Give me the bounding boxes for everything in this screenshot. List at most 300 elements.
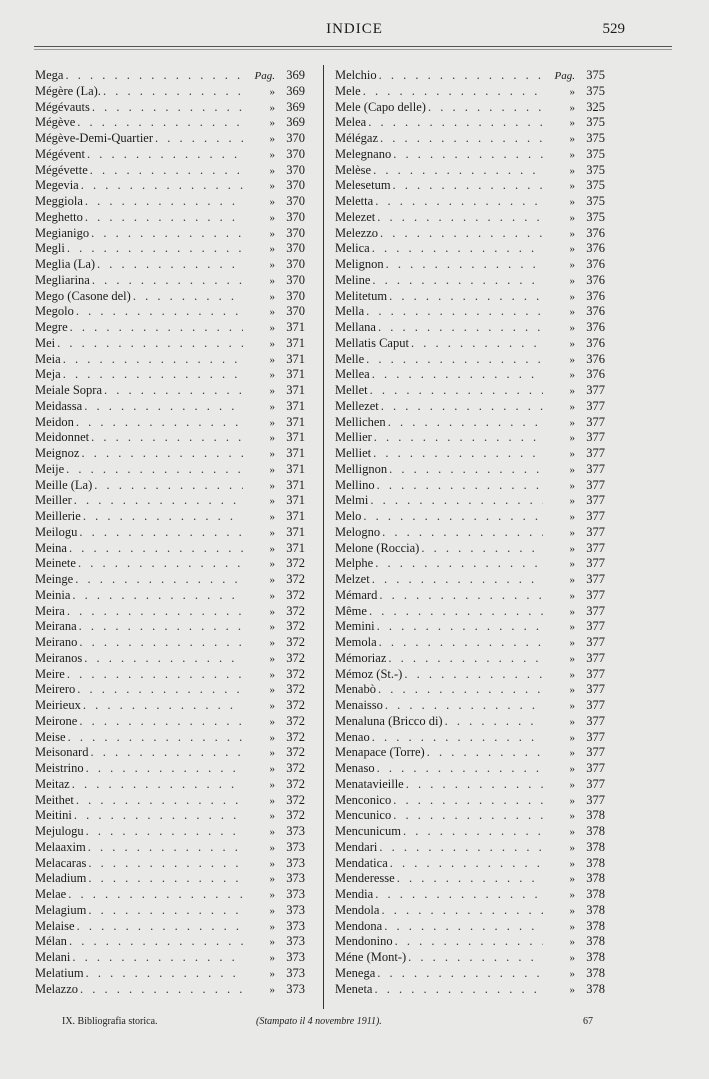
entry-name: Mella [335,304,365,319]
entry-name: Mejulogu [35,824,84,838]
entry-name: Mégève [35,115,76,130]
index-entry [35,667,305,683]
index-entry [335,178,605,194]
entry-page-number: 376 [586,288,605,303]
entry-name: Meiranos [35,650,83,665]
entry-page-number: 378 [586,839,605,854]
entry-name: Meitaz [35,776,70,791]
entry-page-number: 377 [586,713,605,728]
entry-page-number: 371 [286,493,305,508]
entry-name: Mego (Casone del) [35,288,131,303]
entry-page-number: 373 [286,934,305,949]
entry-name: Meiale Sopra [35,383,102,397]
entry-name: Melzet [335,572,370,586]
entry-page-number: 371 [286,351,305,366]
entry-page-number: 370 [286,288,305,303]
entry-page-number: 371 [286,398,305,413]
entry-name: Mégère (La). [35,83,101,98]
entry-page-number: 372 [286,666,305,681]
leader-dots [74,808,243,824]
index-entry [35,604,305,620]
index-entry [35,131,305,147]
leader-dots [445,714,543,730]
leader-dots [389,462,543,478]
entry-name: Mémoz (St.-) [335,666,403,681]
entry-page-prefix: » [569,574,575,586]
entry-page-number: 371 [286,509,305,523]
leader-dots [388,651,543,667]
entry-name: Meirero [35,682,76,697]
entry-page-number: 370 [286,257,305,271]
index-entry [35,273,305,289]
entry-page-prefix: » [269,668,275,681]
entry-page-prefix: » [569,589,575,602]
entry-name: Melezet [335,209,376,224]
index-entry [335,68,605,84]
entry-page-prefix: » [569,101,575,114]
entry-page-number: 377 [586,776,605,791]
leader-dots [63,367,243,383]
entry-name: Melogno [335,524,381,539]
index-entry [35,982,305,998]
entry-page-prefix: » [269,605,275,618]
leader-dots [88,840,243,856]
entry-page-prefix: » [269,558,275,571]
entry-name: Mellet [335,383,368,397]
entry-page-number: 373 [286,871,305,886]
index-entry [335,194,605,210]
leader-dots [421,541,543,557]
entry-name: Meithet [35,792,74,807]
entry-page-number: 373 [286,950,305,964]
leader-dots [79,525,243,541]
entry-page-prefix: » [269,479,275,492]
entry-page-prefix: » [269,904,275,917]
entry-name: Meinge [35,572,74,586]
entry-page-number: 378 [586,824,605,838]
entry-name: Menconico [335,792,392,807]
leader-dots [85,194,243,210]
entry-name: Menapace (Torre) [335,745,425,760]
index-entry [335,478,605,494]
entry-name: Meille (La) [35,477,93,492]
index-entry [35,635,305,651]
entry-page-prefix: » [269,810,275,823]
index-entry [35,304,305,320]
entry-name: Melmi [335,493,369,508]
index-entry [335,289,605,305]
entry-name: Melani [35,950,71,964]
index-entry [335,446,605,462]
entry-page-prefix: » [569,637,575,649]
entry-page-prefix: » [269,353,275,366]
entry-page-number: 370 [286,178,305,193]
entry-name: Menaluna (Bricco di) [335,713,443,728]
entry-page-prefix: » [269,196,275,208]
entry-name: Mega [35,68,64,82]
entry-page-number: 378 [586,808,605,823]
entry-page-number: 375 [586,83,605,98]
entry-name: Mellea [335,367,370,382]
leader-dots [408,950,543,966]
entry-page-prefix: » [269,117,275,130]
leader-dots [377,210,543,226]
leader-dots [77,115,243,131]
leader-dots [385,698,543,714]
entry-page-number: 369 [286,99,305,114]
entry-page-number: 377 [586,477,605,492]
entry-name: Meinia [35,587,71,602]
entry-name: Meije [35,461,65,476]
entry-page-number: 370 [286,209,305,224]
leader-dots [65,68,243,84]
index-entry [35,430,305,446]
entry-page-prefix: » [269,101,275,114]
entry-name: Meidassa [35,398,83,413]
index-entry [35,572,305,588]
index-entry [35,698,305,714]
entry-page-number: 377 [586,446,605,460]
entry-name: Meline [335,272,371,287]
index-entry [35,793,305,809]
entry-page-prefix: » [269,763,275,775]
leader-dots [86,824,243,840]
entry-page-prefix: » [269,715,275,728]
index-entry [35,934,305,950]
index-entry [335,903,605,919]
entry-name: Memola [335,635,377,649]
leader-dots [69,541,243,557]
leader-dots [372,367,543,383]
leader-dots [83,509,243,525]
entry-page-prefix: » [569,227,575,240]
page-title: INDICE [326,21,383,37]
entry-page-prefix: » [269,652,275,665]
entry-page-prefix: » [569,983,575,996]
index-entry [35,493,305,509]
leader-dots [427,745,543,761]
index-entry [35,163,305,179]
leader-dots [75,572,243,588]
entry-name: Meladium [35,871,87,886]
leader-dots [85,210,243,226]
entry-page-number: 373 [286,918,305,933]
leader-dots [81,446,243,462]
leader-dots [368,115,543,131]
entry-page-prefix: » [269,416,275,429]
entry-page-prefix: » [569,621,575,634]
leader-dots [72,588,243,604]
leader-dots [379,840,543,856]
entry-page-prefix: » [569,889,575,901]
leader-dots [87,147,243,163]
entry-page-number: 377 [586,729,605,744]
leader-dots [68,887,243,903]
index-entry [335,430,605,446]
entry-name: Melitetum [335,288,388,303]
index-entry [35,777,305,793]
entry-page-prefix: » [569,306,575,319]
entry-page-number: 375 [586,178,605,193]
entry-page-prefix: » [269,684,275,697]
entry-name: Melaaxim [35,839,86,854]
entry-page-number: 377 [586,682,605,697]
leader-dots [57,336,243,352]
leader-dots [380,226,543,242]
leader-dots [86,966,243,982]
index-entry [335,367,605,383]
entry-name: Menao [335,729,370,744]
entry-name: Melliet [335,446,372,460]
entry-page-prefix: » [569,747,575,760]
entry-page-number: 372 [286,603,305,618]
entry-page-number: 377 [586,792,605,807]
entry-page-prefix: » [269,841,275,854]
entry-page-number: 372 [286,556,305,571]
entry-page-number: 372 [286,792,305,807]
entry-page-prefix: » [569,967,575,980]
entry-page-prefix: Pag. [554,70,575,82]
entry-name: Mémoriaz [335,650,387,665]
entry-page-number: 377 [586,509,605,523]
leader-dots [395,934,543,950]
entry-page-number: 370 [286,194,305,208]
index-entry [335,761,605,777]
entry-page-prefix: » [269,936,275,949]
leader-dots [375,556,543,572]
entry-page-number: 377 [586,587,605,602]
leader-dots [374,430,543,446]
entry-page-number: 370 [286,272,305,287]
entry-page-prefix: » [269,148,275,161]
entry-page-prefix: » [269,794,275,807]
index-entry [35,446,305,462]
entry-page-number: 377 [586,698,605,712]
index-entry [335,541,605,557]
entry-page-prefix: » [569,952,575,964]
leader-dots [67,241,243,257]
entry-name: Mégévette [35,162,88,177]
entry-page-number: 372 [286,572,305,586]
index-entry [35,84,305,100]
leader-dots [84,651,243,667]
entry-name: Mendola [335,902,380,917]
entry-page-number: 378 [586,981,605,996]
entry-page-number: 370 [286,304,305,319]
index-entry [335,982,605,998]
entry-name: Meilogu [35,524,78,539]
entry-page-number: 377 [586,761,605,775]
leader-dots [390,856,543,872]
entry-page-prefix: » [569,133,575,145]
leader-dots [88,856,243,872]
entry-page-prefix: » [269,463,275,476]
entry-page-prefix: » [269,889,275,901]
leader-dots [104,383,243,399]
entry-page-prefix: » [269,542,275,555]
entry-page-number: 376 [586,225,605,240]
index-entry [335,257,605,273]
entry-page-prefix: » [569,778,575,791]
entry-name: Mencunicum [335,824,401,838]
index-entry [335,241,605,257]
entry-name: Mellier [335,430,372,445]
index-entry [35,730,305,746]
index-entry [35,541,305,557]
index-entry [335,131,605,147]
leader-dots [84,399,243,415]
leader-dots [79,619,243,635]
index-entry [335,84,605,100]
leader-dots [81,178,243,194]
entry-name: Meisonard [35,745,89,760]
leader-dots [389,289,543,305]
entry-page-prefix: » [569,731,575,744]
index-entry [335,667,605,683]
entry-name: Mémard [335,587,378,602]
entry-page-number: 325 [586,99,605,114]
index-entry [335,147,605,163]
entry-name: Melea [335,115,367,130]
entry-page-prefix: » [269,700,275,712]
entry-page-number: 373 [286,981,305,996]
leader-dots [381,903,543,919]
leader-dots [88,903,243,919]
entry-page-prefix: » [269,983,275,996]
index-entry [335,966,605,982]
entry-page-number: 378 [586,871,605,886]
index-entry [335,163,605,179]
entry-page-prefix: » [269,637,275,649]
index-entry [335,415,605,431]
leader-dots [72,777,243,793]
entry-name: Meirone [35,713,78,728]
index-entry [35,399,305,415]
entry-page-number: 377 [586,556,605,571]
leader-dots [393,147,543,163]
leader-dots [377,966,543,982]
index-entry [35,840,305,856]
entry-name: Menabò [335,682,376,697]
leader-dots [393,793,543,809]
index-entry [35,226,305,242]
leader-dots [103,84,243,100]
leader-dots [92,100,243,116]
entry-page-number: 372 [286,587,305,602]
page-number: 529 [602,21,625,37]
entry-name: Meise [35,729,66,744]
entry-page-prefix: » [569,211,575,224]
leader-dots [366,352,543,368]
entry-page-number: 369 [286,83,305,98]
leader-dots [379,68,543,84]
entry-page-prefix: » [569,416,575,429]
entry-name: Meletta [335,194,374,208]
entry-name: Melezzo [335,225,379,240]
entry-page-prefix: » [269,243,275,256]
leader-dots [377,619,543,635]
entry-page-number: 377 [586,493,605,508]
entry-name: Melone (Roccia) [335,540,420,555]
entry-name: Menega [335,965,376,980]
entry-page-number: 375 [586,115,605,130]
index-entry [335,840,605,856]
index-entry [35,178,305,194]
entry-name: Même [335,603,367,618]
entry-name: Meja [35,367,61,382]
entry-page-prefix: » [569,400,575,413]
entry-name: Meggiola [35,194,83,208]
index-entry [35,115,305,131]
index-entry [335,651,605,667]
entry-page-prefix: » [569,920,575,933]
leader-dots [76,793,243,809]
entry-name: Memini [335,619,375,634]
entry-name: Mele (Capo delle) [335,99,426,114]
entry-page-number: 377 [586,524,605,539]
entry-page-number: 370 [286,225,305,240]
entry-page-number: 370 [286,146,305,161]
entry-name: Melle [335,351,365,366]
index-entry [35,509,305,525]
entry-page-number: 376 [586,272,605,287]
index-entry [335,919,605,935]
entry-page-prefix: » [569,668,575,681]
entry-name: Meire [35,666,65,681]
entry-name: Megre [35,320,68,334]
entry-page-prefix: » [269,526,275,539]
index-entry [35,194,305,210]
index-entry [335,824,605,840]
entry-page-prefix: » [269,290,275,303]
entry-name: Mélégaz [335,131,379,145]
index-column-right [335,68,605,997]
leader-dots [91,430,243,446]
entry-page-number: 371 [286,461,305,476]
entry-page-number: 378 [586,887,605,901]
entry-name: Meitini [35,808,72,823]
index-entry [35,887,305,903]
leader-dots [411,336,543,352]
entry-page-number: 371 [286,414,305,429]
index-entry [35,651,305,667]
entry-name: Menaso [335,761,375,775]
entry-name: Meira [35,603,65,618]
leader-dots [74,493,243,509]
entry-name: Meistrino [35,761,84,775]
index-entry [335,745,605,761]
index-entry [35,525,305,541]
entry-name: Méne (Mont-) [335,950,407,964]
index-entry [335,730,605,746]
entry-name: Meignoz [35,446,80,460]
index-entry [335,635,605,651]
entry-page-prefix: » [269,211,275,224]
index-entry [35,320,305,336]
entry-page-number: 373 [286,855,305,870]
entry-page-prefix: » [269,952,275,964]
index-entry [335,793,605,809]
entry-page-number: 372 [286,729,305,744]
entry-page-prefix: » [269,133,275,145]
leader-dots [380,131,543,147]
entry-page-number: 378 [586,902,605,917]
entry-page-prefix: » [569,904,575,917]
index-entry [335,336,605,352]
index-entry [335,115,605,131]
index-entry [35,714,305,730]
entry-page-prefix: » [569,385,575,397]
